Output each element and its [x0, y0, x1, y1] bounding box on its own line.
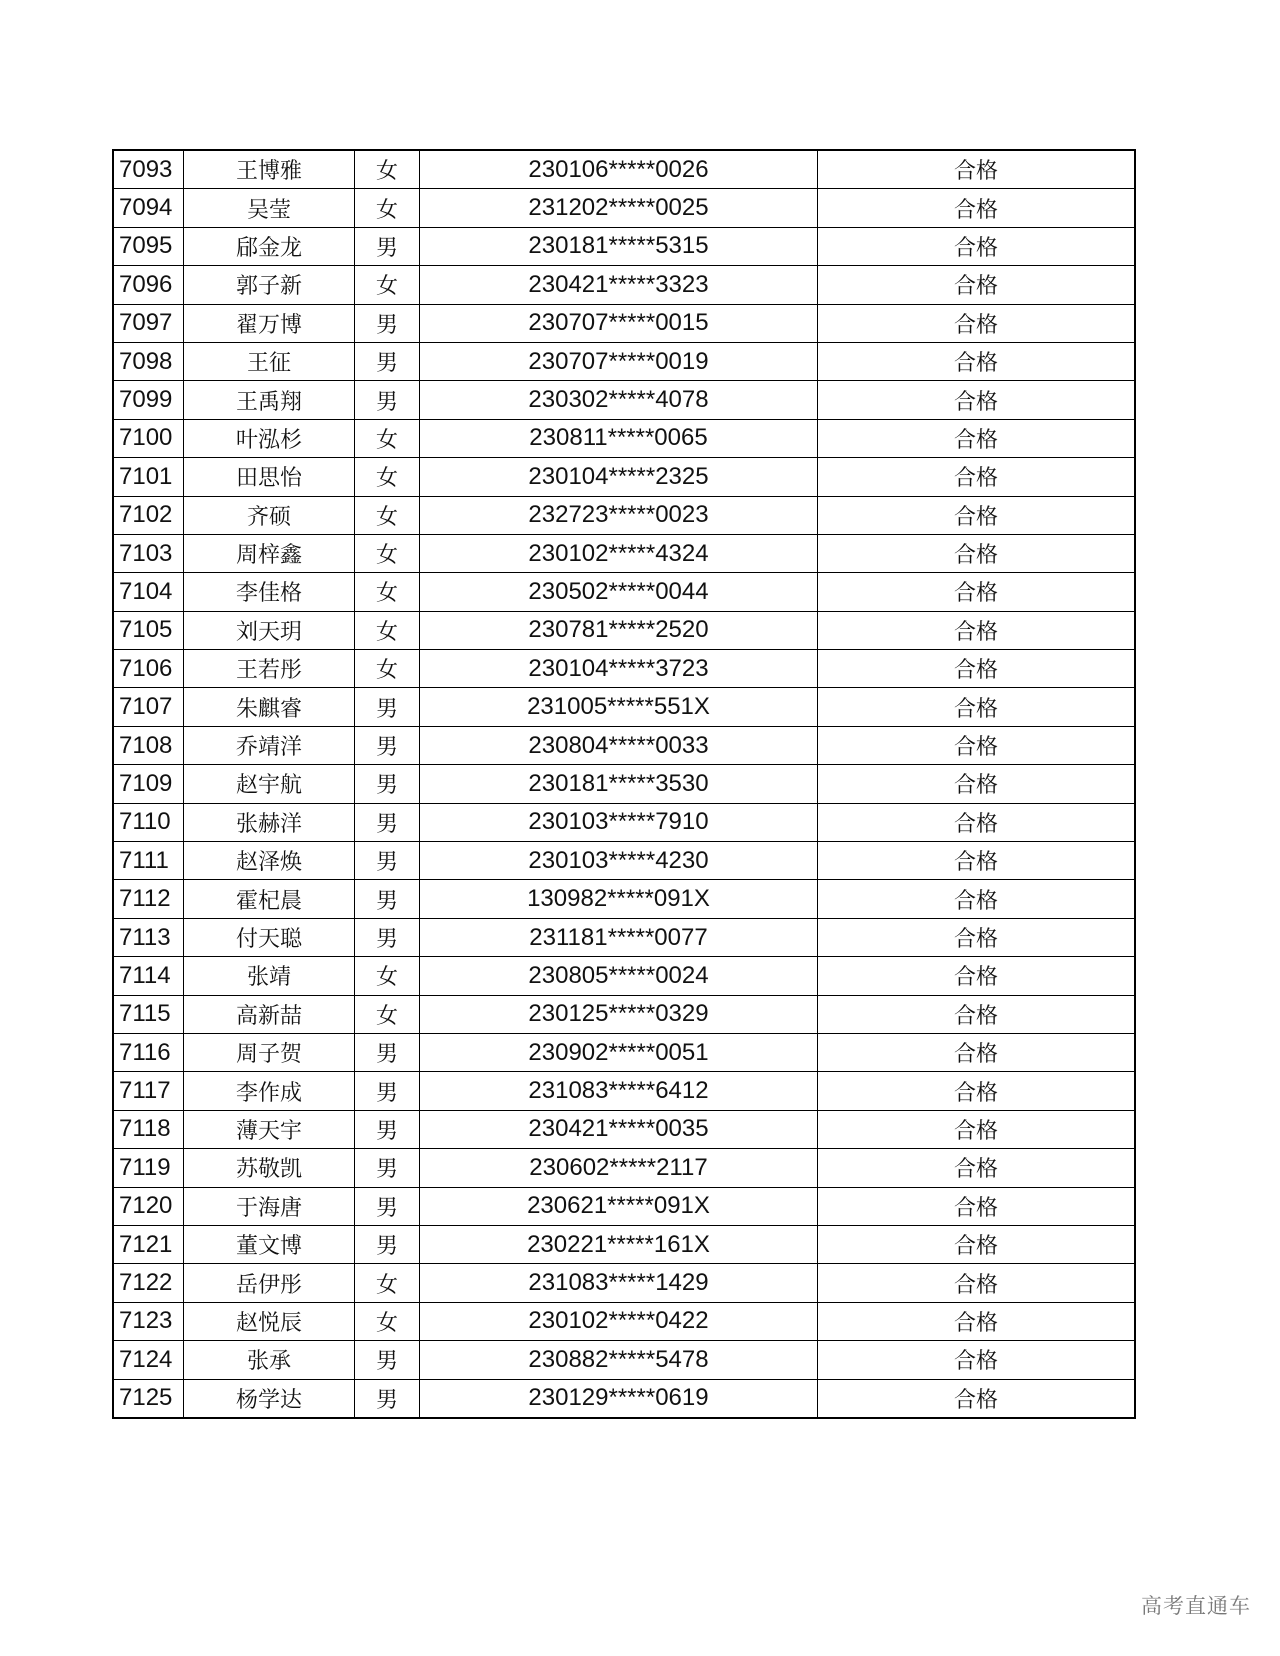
gender-cell: 男: [355, 1187, 420, 1225]
result-status: 合格: [818, 458, 1136, 496]
gender-cell: 女: [355, 995, 420, 1033]
results-table-body: [113, 150, 1135, 1418]
row-number: 7112: [113, 880, 184, 918]
id-number: 230104*****2325: [420, 458, 818, 496]
table-row: [113, 880, 1135, 918]
row-number: 7099: [113, 381, 184, 419]
id-number: 231181*****0077: [420, 918, 818, 956]
row-number: 7102: [113, 496, 184, 534]
student-name: 王若彤: [184, 650, 355, 688]
gender-cell: 女: [355, 957, 420, 995]
id-number: 230102*****4324: [420, 534, 818, 572]
row-number: 7117: [113, 1072, 184, 1110]
student-name: 李作成: [184, 1072, 355, 1110]
table-row: [113, 726, 1135, 764]
result-status: 合格: [818, 1149, 1136, 1187]
result-status: 合格: [818, 880, 1136, 918]
id-number: 230125*****0329: [420, 995, 818, 1033]
result-status: 合格: [818, 189, 1136, 227]
result-status: 合格: [818, 842, 1136, 880]
result-status: 合格: [818, 803, 1136, 841]
result-status: 合格: [818, 150, 1136, 189]
id-number: 230221*****161X: [420, 1225, 818, 1263]
student-name: 刘天玥: [184, 611, 355, 649]
row-number: 7109: [113, 765, 184, 803]
gender-cell: 女: [355, 611, 420, 649]
row-number: 7101: [113, 458, 184, 496]
id-number: 232723*****0023: [420, 496, 818, 534]
result-status: 合格: [818, 1187, 1136, 1225]
table-row: [113, 304, 1135, 342]
student-name: 赵泽焕: [184, 842, 355, 880]
gender-cell: 男: [355, 842, 420, 880]
gender-cell: 男: [355, 342, 420, 380]
result-status: 合格: [818, 918, 1136, 956]
table-row: [113, 381, 1135, 419]
student-name: 张承: [184, 1341, 355, 1379]
id-number: 230106*****0026: [420, 150, 818, 189]
row-number: 7097: [113, 304, 184, 342]
result-status: 合格: [818, 534, 1136, 572]
gender-cell: 女: [355, 1264, 420, 1302]
student-name: 高新喆: [184, 995, 355, 1033]
result-status: 合格: [818, 765, 1136, 803]
table-row: [113, 688, 1135, 726]
id-number: 230707*****0019: [420, 342, 818, 380]
gender-cell: 男: [355, 227, 420, 265]
id-number: 231083*****6412: [420, 1072, 818, 1110]
result-status: 合格: [818, 1072, 1136, 1110]
table-row: [113, 458, 1135, 496]
student-name: 朱麒睿: [184, 688, 355, 726]
student-name: 乔靖洋: [184, 726, 355, 764]
id-number: 230421*****0035: [420, 1110, 818, 1148]
result-status: 合格: [818, 342, 1136, 380]
gender-cell: 男: [355, 1110, 420, 1148]
row-number: 7123: [113, 1302, 184, 1340]
row-number: 7100: [113, 419, 184, 457]
row-number: 7094: [113, 189, 184, 227]
student-name: 赵宇航: [184, 765, 355, 803]
table-row: [113, 1264, 1135, 1302]
row-number: 7113: [113, 918, 184, 956]
id-number: 231202*****0025: [420, 189, 818, 227]
gender-cell: 女: [355, 150, 420, 189]
student-name: 张赫洋: [184, 803, 355, 841]
gender-cell: 女: [355, 266, 420, 304]
table-row: [113, 266, 1135, 304]
result-status: 合格: [818, 381, 1136, 419]
result-status: 合格: [818, 1264, 1136, 1302]
student-name: 周子贺: [184, 1033, 355, 1071]
gender-cell: 男: [355, 1379, 420, 1418]
id-number: 230811*****0065: [420, 419, 818, 457]
row-number: 7105: [113, 611, 184, 649]
student-name: 薄天宇: [184, 1110, 355, 1148]
id-number: 230181*****3530: [420, 765, 818, 803]
table-row: [113, 1072, 1135, 1110]
results-table: [112, 149, 1136, 1419]
id-number: 230805*****0024: [420, 957, 818, 995]
gender-cell: 男: [355, 765, 420, 803]
student-name: 郭子新: [184, 266, 355, 304]
id-number: 230902*****0051: [420, 1033, 818, 1071]
gender-cell: 女: [355, 573, 420, 611]
gender-cell: 女: [355, 189, 420, 227]
table-row: [113, 995, 1135, 1033]
gender-cell: 男: [355, 803, 420, 841]
row-number: 7095: [113, 227, 184, 265]
student-name: 郈金龙: [184, 227, 355, 265]
gender-cell: 男: [355, 1033, 420, 1071]
id-number: 130982*****091X: [420, 880, 818, 918]
gender-cell: 男: [355, 304, 420, 342]
id-number: 230707*****0015: [420, 304, 818, 342]
result-status: 合格: [818, 995, 1136, 1033]
student-name: 李佳格: [184, 573, 355, 611]
id-number: 230104*****3723: [420, 650, 818, 688]
id-number: 230781*****2520: [420, 611, 818, 649]
table-row: [113, 1149, 1135, 1187]
id-number: 230502*****0044: [420, 573, 818, 611]
gender-cell: 女: [355, 419, 420, 457]
id-number: 230129*****0619: [420, 1379, 818, 1418]
table-row: [113, 227, 1135, 265]
table-row: [113, 189, 1135, 227]
result-status: 合格: [818, 726, 1136, 764]
result-status: 合格: [818, 266, 1136, 304]
id-number: 230181*****5315: [420, 227, 818, 265]
table-row: [113, 765, 1135, 803]
row-number: 7120: [113, 1187, 184, 1225]
student-name: 叶泓杉: [184, 419, 355, 457]
row-number: 7115: [113, 995, 184, 1033]
result-status: 合格: [818, 957, 1136, 995]
row-number: 7125: [113, 1379, 184, 1418]
table-row: [113, 842, 1135, 880]
result-status: 合格: [818, 573, 1136, 611]
gender-cell: 男: [355, 1149, 420, 1187]
id-number: 230602*****2117: [420, 1149, 818, 1187]
row-number: 7116: [113, 1033, 184, 1071]
gender-cell: 男: [355, 1341, 420, 1379]
row-number: 7106: [113, 650, 184, 688]
table-row: [113, 342, 1135, 380]
gender-cell: 女: [355, 496, 420, 534]
student-name: 王征: [184, 342, 355, 380]
gender-cell: 男: [355, 880, 420, 918]
watermark-text: 高考直通车: [1141, 1594, 1251, 1618]
student-name: 于海唐: [184, 1187, 355, 1225]
result-status: 合格: [818, 304, 1136, 342]
id-number: 231083*****1429: [420, 1264, 818, 1302]
row-number: 7110: [113, 803, 184, 841]
gender-cell: 男: [355, 381, 420, 419]
result-status: 合格: [818, 1341, 1136, 1379]
student-name: 田思怡: [184, 458, 355, 496]
result-status: 合格: [818, 650, 1136, 688]
id-number: 231005*****551X: [420, 688, 818, 726]
id-number: 230103*****7910: [420, 803, 818, 841]
result-status: 合格: [818, 611, 1136, 649]
id-number: 230102*****0422: [420, 1302, 818, 1340]
row-number: 7124: [113, 1341, 184, 1379]
result-status: 合格: [818, 227, 1136, 265]
row-number: 7104: [113, 573, 184, 611]
student-name: 周梓鑫: [184, 534, 355, 572]
student-name: 吴莹: [184, 189, 355, 227]
student-name: 齐硕: [184, 496, 355, 534]
gender-cell: 女: [355, 1302, 420, 1340]
result-status: 合格: [818, 1302, 1136, 1340]
row-number: 7118: [113, 1110, 184, 1148]
student-name: 董文博: [184, 1225, 355, 1263]
table-row: [113, 803, 1135, 841]
result-status: 合格: [818, 688, 1136, 726]
row-number: 7111: [113, 842, 184, 880]
student-name: 岳伊彤: [184, 1264, 355, 1302]
table-row: [113, 1341, 1135, 1379]
id-number: 230103*****4230: [420, 842, 818, 880]
row-number: 7093: [113, 150, 184, 189]
table-row: [113, 1033, 1135, 1071]
row-number: 7119: [113, 1149, 184, 1187]
table-row: [113, 150, 1135, 189]
result-status: 合格: [818, 419, 1136, 457]
student-name: 张靖: [184, 957, 355, 995]
table-row: [113, 1187, 1135, 1225]
row-number: 7098: [113, 342, 184, 380]
result-status: 合格: [818, 1225, 1136, 1263]
table-row: [113, 573, 1135, 611]
student-name: 翟万博: [184, 304, 355, 342]
table-row: [113, 1379, 1135, 1418]
table-row: [113, 534, 1135, 572]
student-name: 霍杞晨: [184, 880, 355, 918]
gender-cell: 男: [355, 726, 420, 764]
student-name: 赵悦辰: [184, 1302, 355, 1340]
student-name: 付天聪: [184, 918, 355, 956]
gender-cell: 女: [355, 650, 420, 688]
row-number: 7103: [113, 534, 184, 572]
table-row: [113, 419, 1135, 457]
id-number: 230804*****0033: [420, 726, 818, 764]
table-row: [113, 496, 1135, 534]
gender-cell: 男: [355, 1225, 420, 1263]
row-number: 7122: [113, 1264, 184, 1302]
id-number: 230882*****5478: [420, 1341, 818, 1379]
result-status: 合格: [818, 1379, 1136, 1418]
student-name: 杨学达: [184, 1379, 355, 1418]
gender-cell: 男: [355, 688, 420, 726]
row-number: 7121: [113, 1225, 184, 1263]
id-number: 230421*****3323: [420, 266, 818, 304]
row-number: 7096: [113, 266, 184, 304]
gender-cell: 女: [355, 534, 420, 572]
result-status: 合格: [818, 496, 1136, 534]
table-row: [113, 650, 1135, 688]
result-status: 合格: [818, 1033, 1136, 1071]
table-row: [113, 957, 1135, 995]
table-row: [113, 918, 1135, 956]
gender-cell: 男: [355, 1072, 420, 1110]
table-row: [113, 1302, 1135, 1340]
table-row: [113, 611, 1135, 649]
table-row: [113, 1110, 1135, 1148]
result-status: 合格: [818, 1110, 1136, 1148]
table-row: [113, 1225, 1135, 1263]
student-name: 王博雅: [184, 150, 355, 189]
student-name: 苏敬凯: [184, 1149, 355, 1187]
row-number: 7107: [113, 688, 184, 726]
student-name: 王禹翔: [184, 381, 355, 419]
id-number: 230302*****4078: [420, 381, 818, 419]
gender-cell: 男: [355, 918, 420, 956]
gender-cell: 女: [355, 458, 420, 496]
row-number: 7108: [113, 726, 184, 764]
row-number: 7114: [113, 957, 184, 995]
id-number: 230621*****091X: [420, 1187, 818, 1225]
